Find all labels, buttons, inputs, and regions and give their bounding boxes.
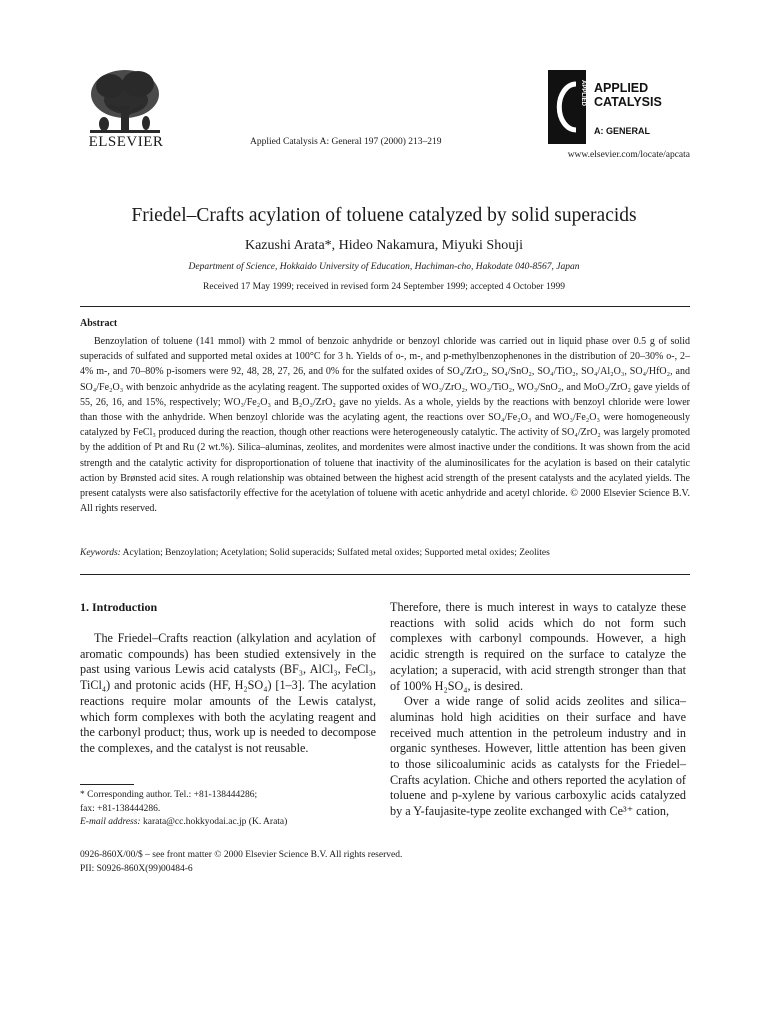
svg-text:APPLIED: APPLIED	[594, 81, 649, 95]
svg-text:A: GENERAL: A: GENERAL	[594, 126, 650, 136]
abstract-body: Benzoylation of toluene (141 mmol) with 2 mmol of benzoic anhydride or benzoyl chloride was carried out in liquid phase over 0.5 g of solid superacids of sulfated and supported metal oxides at 100°C for 3 h. Yields of o-, m-, and p-methylbenzophenones in the distribution of 20–30% o-, 2–4% m-, and 70–80% p-isomers were 92, 48, 28, 27, 26, and 0% for the sulfated oxides of SO₄/ZrO₂, SO₄/SnO₂, SO₄/TiO₂, SO₄/Al₂O₃, SO₄/HfO₂, and SO₄/Fe₂O₃ with benzoic anhydride as the acylating reagent. The supported oxides of WO₃/ZrO₂, WO₃/TiO₂, WO₃/SnO₂, and MoO₃/ZrO₂ gave yields of 55, 26, 16, and 15%, respectively; WO₃/Fe₂O₃ and B₂O₃/ZrO₂ gave no yields. As a whole, yields by the reactions with benzoyl chloride were lower than those with the anhydride. When benzoyl chloride was the acylating agent, the reactions over SO₄/Fe₂O₃ and WO₃/Fe₂O₃ were homogeneously catalyzed by FeCl₃ produced during the reaction, though other reactions were heterogeneously catalytic. The activity of SO₄/ZrO₂ was largely promoted by the addition of Pt and Ru (2 wt.%). Silica–aluminas, zeolites, and mordenites were almost inactive under the conditions. It was shown from the acid strength and the catalytic activity for disproportionation of toluene that inactivity of the aluminosilicates for the acylation is based on their catalytic action by Brønsted acid sites. A rough relationship was obtained between the highest acid strength of the present catalysts and the acylated yields. The present catalysts were also satisfactorily effective for the acetylation of toluene with acetic anhydride and acetyl chloride. © 2000 Elsevier Science B.V. All rights reserved.	[80, 336, 690, 515]
publisher-name: ELSEVIER	[88, 134, 164, 150]
divider-top	[80, 306, 690, 307]
abstract-heading: Abstract	[80, 318, 118, 329]
left-column	[80, 600, 376, 757]
footnote-corresponding: * Corresponding author. Tel.: +81-138444286;	[80, 790, 258, 800]
received-dates: Received 17 May 1999; received in revised form 24 September 1999; accepted 4 October 1999	[203, 282, 565, 292]
intro-paragraph-2: Therefore, there is much interest in ways to catalyze these reactions with solid acids which do not form such complexes with carbonyl compounds. However, a high acidic strength is required on the surface to catalyze the acylation; a superacid, with acid strength stronger than that of 100% H₂SO₄, is desired.	[390, 600, 686, 693]
affiliation: Department of Science, Hokkaido University of Education, Hachiman-cho, Hakodate 040-8567, Japan	[188, 262, 580, 272]
svg-text:APPLIED: APPLIED	[580, 80, 586, 107]
keywords-label: Keywords:	[80, 548, 121, 558]
email-link[interactable]: karata@cc.hokkyodai.ac.jp (K. Arata)	[142, 817, 288, 827]
copyright-block	[80, 848, 690, 876]
footnote	[80, 789, 376, 830]
footnote-email	[80, 816, 376, 830]
keywords-list: Acylation; Benzoylation; Acetylation; Solid superacids; Sulfated metal oxides; Supported metal oxides; Zeolites	[122, 548, 550, 558]
pii-line: PII: S0926-860X(99)00484-6	[80, 864, 193, 874]
keywords	[80, 548, 690, 558]
journal-url-link[interactable]: www.elsevier.com/locate/apcata	[567, 150, 690, 160]
applied-catalysis-logo	[548, 70, 678, 144]
intro-paragraph-1: The Friedel–Crafts reaction (alkylation and acylation of aromatic compounds) has been studied extensively in the past using various Lewis acid catalysts (BF₃, AlCl₃, FeCl₃, TiCl₄) and protonic acids (HF, H₂SO₄) [1–3]. The acylation reactions require molar amounts of the Lewis catalyst, which form complexes with both the acylating reagent and the carbonyl product; thus, work up is needed to decompose the complexes, and the catalyst is not reusable.	[80, 631, 376, 755]
copyright-line: 0926-860X/00/$ – see front matter © 2000 Elsevier Science B.V. All rights reserved.	[80, 850, 403, 860]
journal-citation: Applied Catalysis A: General 197 (2000) 213–219	[250, 137, 442, 147]
svg-text:CATALYSIS: CATALYSIS	[594, 95, 662, 109]
email-label: E-mail address:	[80, 817, 141, 827]
paper-title: Friedel–Crafts acylation of toluene catalyzed by solid superacids	[131, 205, 637, 226]
divider-bottom	[80, 574, 690, 575]
footnote-divider	[80, 784, 134, 785]
intro-paragraph-3: Over a wide range of solid acids zeolites and silica–aluminas hold high acidities on their surface and have received much attention in the petroleum industry and in organic syntheses. However, little attention has been given to those silicoaluminic acids as catalysts for the Friedel–Crafts acylation. Chiche and others reported the acylation of toluene and p-xylene by various carboxylic acids catalyzed by a Y-faujasite-type zeolite exchanged with Ce³⁺ cation,	[390, 694, 686, 819]
right-column	[390, 600, 686, 820]
footnote-fax: fax: +81-138444286.	[80, 803, 161, 814]
section-heading-introduction: 1. Introduction	[80, 600, 158, 614]
author-list: Kazushi Arata*, Hideo Nakamura, Miyuki Shouji	[244, 238, 523, 253]
